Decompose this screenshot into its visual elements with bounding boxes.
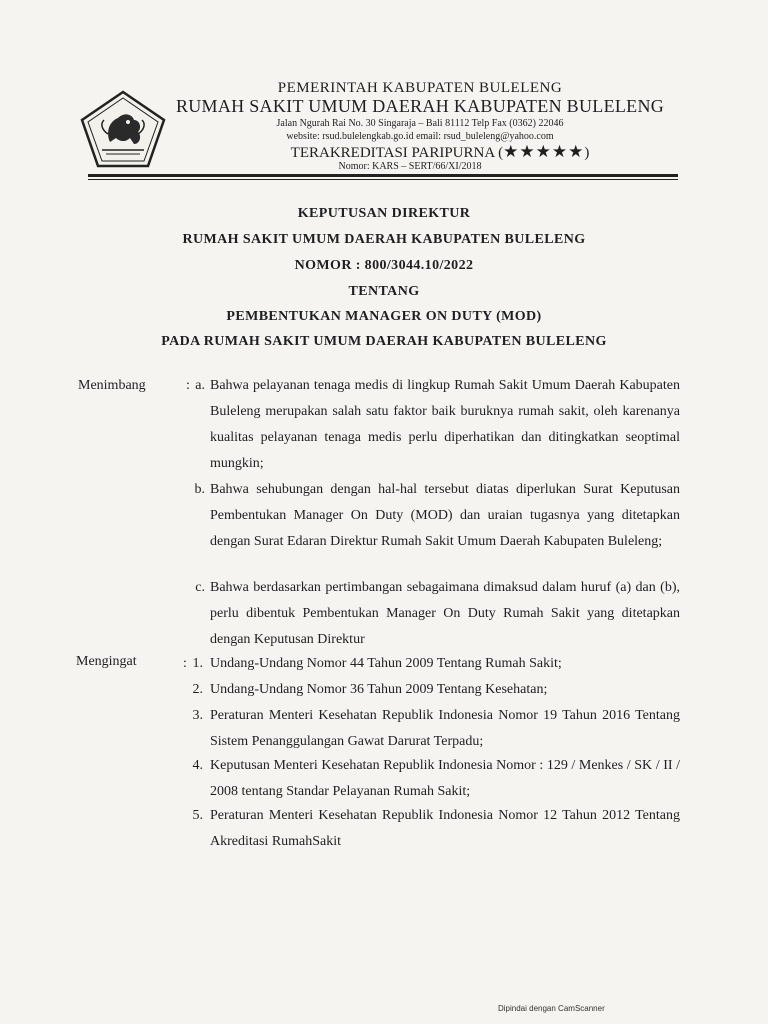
menimbang-marker-b: b.: [194, 482, 205, 497]
star-rating-icon: ★★★★★: [503, 142, 585, 161]
scanner-watermark: Dipindai dengan CamScanner: [498, 1004, 605, 1013]
mengingat-item-4: Keputusan Menteri Kesehatan Republik Indonesia Nomor : 129 / Menkes / SK / II / 2008 tentang Standar Pelayanan Rumah Sakit;: [210, 758, 680, 799]
letterhead-government: PEMERINTAH KABUPATEN BULELENG: [277, 80, 563, 96]
mengingat-item-2: Undang-Undang Nomor 36 Tahun 2009 Tentang Kesehatan;: [210, 682, 548, 697]
mengingat-marker-3: 3.: [192, 708, 203, 723]
mengingat-label: Mengingat: [76, 654, 137, 669]
letterhead-accreditation-number: Nomor: KARS – SERT/66/XI/2018: [338, 161, 482, 172]
mengingat-marker-5: 5.: [192, 808, 203, 823]
decree-subject: PEMBENTUKAN MANAGER ON DUTY (MOD): [226, 309, 542, 324]
menimbang-item-b: Bahwa sehubungan dengan hal-hal tersebut diatas diperlukan Surat Keputusan Pembentukan Manager On Duty (MOD) dan uraian tugasnya yang ditetapkan dengan Surat Edaran Direktur Rumah Sakit Umum Daerah Kabupaten Buleleng;: [210, 482, 680, 549]
accreditation-close: ): [584, 145, 590, 161]
decree-tentang: TENTANG: [348, 284, 420, 299]
decree-number: NOMOR : 800/3044.10/2022: [294, 258, 474, 273]
accreditation-label: TERAKREDITASI PARIPURNA (: [290, 145, 504, 161]
letterhead-website: website: rsud.bulelengkab.go.id email: rsud_buleleng@yahoo.com: [286, 131, 554, 142]
letterhead-divider-thin: [88, 179, 678, 180]
mengingat-item-3: Peraturan Menteri Kesehatan Republik Indonesia Nomor 19 Tahun 2016 Tentang Sistem Penanggulangan Gawat Darurat Terpadu;: [210, 708, 680, 749]
letterhead-address: Jalan Ngurah Rai No. 30 Singaraja – Bali 81112 Telp Fax (0362) 22046: [276, 118, 564, 129]
decree-issuer: RUMAH SAKIT UMUM DAERAH KABUPATEN BULELENG: [182, 232, 586, 247]
menimbang-item-c: Bahwa berdasarkan pertimbangan sebagaimana dimaksud dalam huruf (a) dan (b), perlu dibentuk Pembentukan Manager On Duty Rumah Sakit yang ditetapkan dengan Keputusan Direktur: [210, 580, 680, 647]
menimbang-marker-c: c.: [195, 580, 205, 595]
menimbang-item-a: Bahwa pelayanan tenaga medis di lingkup Rumah Sakit Umum Daerah Kabupaten Buleleng merupakan salah satu faktor baik buruknya rumah sakit, oleh karenanya kualitas pelayanan tenaga medis perlu diperhatikan dan ditingkatkan seoptimal mungkin;: [210, 378, 680, 471]
menimbang-marker-a: a.: [195, 378, 205, 393]
mengingat-marker-1: 1.: [192, 656, 203, 671]
mengingat-colon: :: [183, 656, 187, 671]
mengingat-marker-2: 2.: [192, 682, 203, 697]
buleleng-regency-emblem-icon: [80, 90, 166, 168]
mengingat-marker-4: 4.: [192, 758, 203, 773]
menimbang-colon: :: [186, 378, 190, 393]
letterhead-accreditation: [230, 142, 650, 162]
menimbang-label: Menimbang: [78, 378, 146, 393]
letterhead-divider-thick: [88, 174, 678, 177]
decree-subject-scope: PADA RUMAH SAKIT UMUM DAERAH KABUPATEN BULELENG: [161, 334, 607, 349]
letterhead-hospital-name: RUMAH SAKIT UMUM DAERAH KABUPATEN BULELENG: [175, 96, 665, 116]
mengingat-item-5: Peraturan Menteri Kesehatan Republik Indonesia Nomor 12 Tahun 2012 Tentang Akreditasi RumahSakit: [210, 808, 680, 849]
decree-title: KEPUTUSAN DIREKTUR: [297, 206, 471, 221]
mengingat-item-1: Undang-Undang Nomor 44 Tahun 2009 Tentang Rumah Sakit;: [210, 656, 562, 671]
